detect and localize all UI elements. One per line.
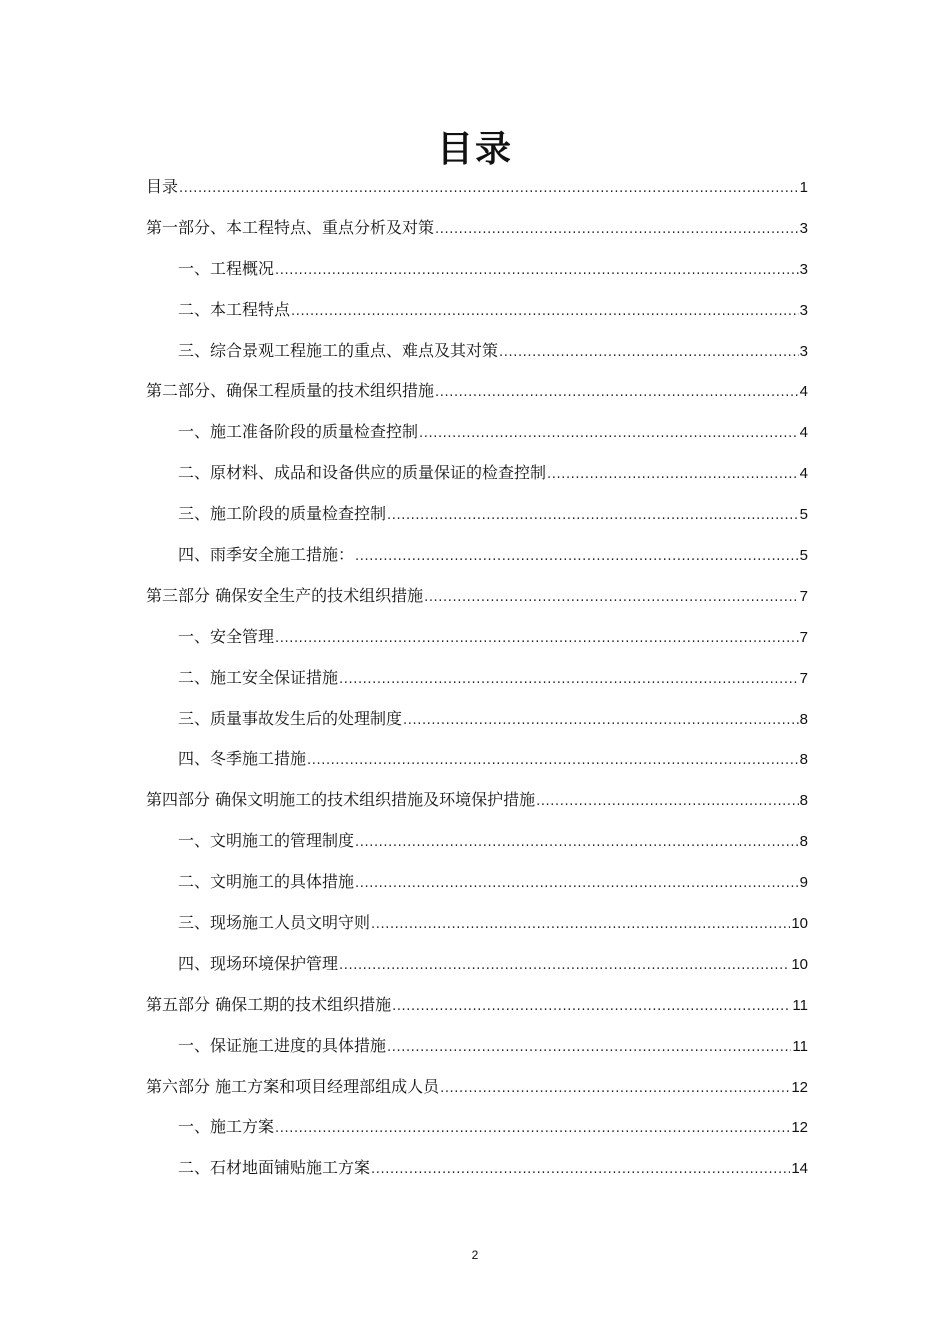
toc-entry-page: 7 <box>799 587 808 605</box>
toc-entry[interactable] <box>146 295 808 336</box>
toc-dot-leader <box>387 1033 791 1063</box>
toc-dot-leader <box>275 1114 790 1144</box>
toc-entry-label: 目录 <box>146 177 179 196</box>
toc-entry-label: 二、施工安全保证措施 <box>178 667 339 687</box>
toc-entry[interactable] <box>146 1031 808 1072</box>
toc-entry-label: 二、文明施工的具体措施 <box>178 872 355 892</box>
toc-dot-leader <box>355 542 799 572</box>
toc-entry-page: 7 <box>799 669 808 687</box>
toc-entry[interactable] <box>146 744 808 785</box>
toc-entry[interactable] <box>146 336 808 377</box>
toc-entry[interactable] <box>146 949 808 990</box>
toc-entry-page: 8 <box>799 710 808 728</box>
toc-entry-label: 三、施工阶段的质量检查控制 <box>178 504 387 524</box>
toc-entry-label: 二、本工程特点 <box>178 299 291 319</box>
toc-entry-page: 7 <box>799 628 808 646</box>
toc-entry-page: 10 <box>791 915 808 933</box>
toc-entry-page: 11 <box>792 1037 808 1055</box>
toc-entry[interactable] <box>146 213 808 254</box>
toc-entry-label: 三、综合景观工程施工的重点、难点及其对策 <box>178 340 499 360</box>
toc-dot-leader <box>371 1155 790 1185</box>
toc-entry-label: 四、现场环境保护管理 <box>178 953 339 973</box>
toc-entry-label: 四、雨季安全施工措施： <box>178 545 355 565</box>
toc-entry[interactable] <box>146 990 808 1031</box>
toc-entry[interactable] <box>146 499 808 540</box>
toc-entry[interactable] <box>146 417 808 458</box>
toc-dot-leader <box>275 624 799 654</box>
toc-dot-leader <box>440 1074 790 1104</box>
toc-entry-page: 3 <box>799 219 808 237</box>
toc-entry-page: 3 <box>799 342 808 360</box>
toc-dot-leader <box>339 665 799 695</box>
toc-dot-leader <box>392 992 791 1022</box>
toc-entry[interactable] <box>146 1153 808 1194</box>
toc-dot-leader <box>499 338 799 368</box>
toc-entry-label: 一、安全管理 <box>178 626 275 646</box>
toc-entry-label: 四、冬季施工措施 <box>178 749 307 769</box>
toc-entry[interactable] <box>146 458 808 499</box>
toc-entry-page: 1 <box>799 179 808 196</box>
toc-entry-label: 一、工程概况 <box>178 258 275 278</box>
toc-entry-label: 第一部分、本工程特点、重点分析及对策 <box>146 217 435 237</box>
page-number: 2 <box>471 1248 479 1262</box>
toc-entry[interactable] <box>146 663 808 704</box>
toc-dot-leader <box>355 869 799 899</box>
toc-entry-page: 5 <box>799 547 808 565</box>
toc-entry-label: 第二部分、确保工程质量的技术组织措施 <box>146 381 435 401</box>
toc-entry-page: 10 <box>791 955 808 973</box>
toc-entry[interactable] <box>146 1072 808 1113</box>
page-title: 目录 <box>436 129 513 170</box>
toc-entry[interactable] <box>146 826 808 867</box>
toc-dot-leader <box>435 215 799 245</box>
toc-dot-leader <box>275 256 799 286</box>
toc-dot-leader <box>339 951 790 981</box>
toc-dot-leader <box>307 746 799 776</box>
toc-entry[interactable] <box>146 622 808 663</box>
toc-entry[interactable] <box>146 704 808 745</box>
table-of-contents <box>146 172 808 1194</box>
toc-entry-page: 8 <box>799 751 808 769</box>
toc-entry-label: 第四部分 确保文明施工的技术组织措施及环境保护措施 <box>146 790 536 810</box>
toc-dot-leader <box>435 378 799 408</box>
toc-entry-label: 三、现场施工人员文明守则 <box>178 913 371 933</box>
toc-entry-page: 5 <box>799 506 808 524</box>
toc-entry-label: 二、原材料、成品和设备供应的质量保证的检查控制 <box>178 463 547 483</box>
toc-entry-page: 4 <box>799 465 808 483</box>
toc-dot-leader <box>403 706 799 736</box>
toc-entry-label: 一、保证施工进度的具体措施 <box>178 1035 387 1055</box>
toc-entry-page: 12 <box>791 1119 808 1137</box>
toc-entry-page: 9 <box>799 874 808 892</box>
toc-entry-label: 第五部分 确保工期的技术组织措施 <box>146 994 392 1014</box>
toc-entry[interactable] <box>146 785 808 826</box>
toc-entry-label: 一、施工方案 <box>178 1117 275 1137</box>
toc-dot-leader <box>419 419 799 449</box>
toc-entry[interactable] <box>146 908 808 949</box>
toc-dot-leader <box>179 174 799 204</box>
toc-entry-label: 一、施工准备阶段的质量检查控制 <box>178 422 419 442</box>
toc-entry-page: 8 <box>799 833 808 851</box>
toc-entry[interactable] <box>146 172 808 213</box>
toc-entry[interactable] <box>146 540 808 581</box>
toc-dot-leader <box>547 460 799 490</box>
toc-entry-page: 4 <box>799 383 808 401</box>
toc-entry-page: 12 <box>791 1078 808 1096</box>
toc-entry-page: 8 <box>799 792 808 810</box>
toc-entry-label: 一、文明施工的管理制度 <box>178 831 355 851</box>
toc-dot-leader <box>387 501 799 531</box>
toc-entry-page: 14 <box>791 1160 808 1178</box>
toc-entry-page: 4 <box>799 424 808 442</box>
toc-entry[interactable] <box>146 254 808 295</box>
toc-entry[interactable] <box>146 1112 808 1153</box>
toc-dot-leader <box>536 787 799 817</box>
toc-entry-label: 第三部分 确保安全生产的技术组织措施 <box>146 585 424 605</box>
toc-dot-leader <box>424 583 799 613</box>
toc-entry[interactable] <box>146 867 808 908</box>
toc-dot-leader <box>371 910 790 940</box>
toc-entry-page: 3 <box>799 260 808 278</box>
toc-entry-page: 11 <box>792 996 808 1014</box>
toc-entry-page: 3 <box>799 301 808 319</box>
toc-dot-leader <box>291 297 799 327</box>
toc-entry[interactable] <box>146 581 808 622</box>
toc-entry-label: 二、石材地面铺贴施工方案 <box>178 1158 371 1178</box>
toc-entry[interactable] <box>146 376 808 417</box>
toc-entry-label: 第六部分 施工方案和项目经理部组成人员 <box>146 1076 440 1096</box>
toc-dot-leader <box>355 828 799 858</box>
toc-entry-label: 三、质量事故发生后的处理制度 <box>178 708 403 728</box>
